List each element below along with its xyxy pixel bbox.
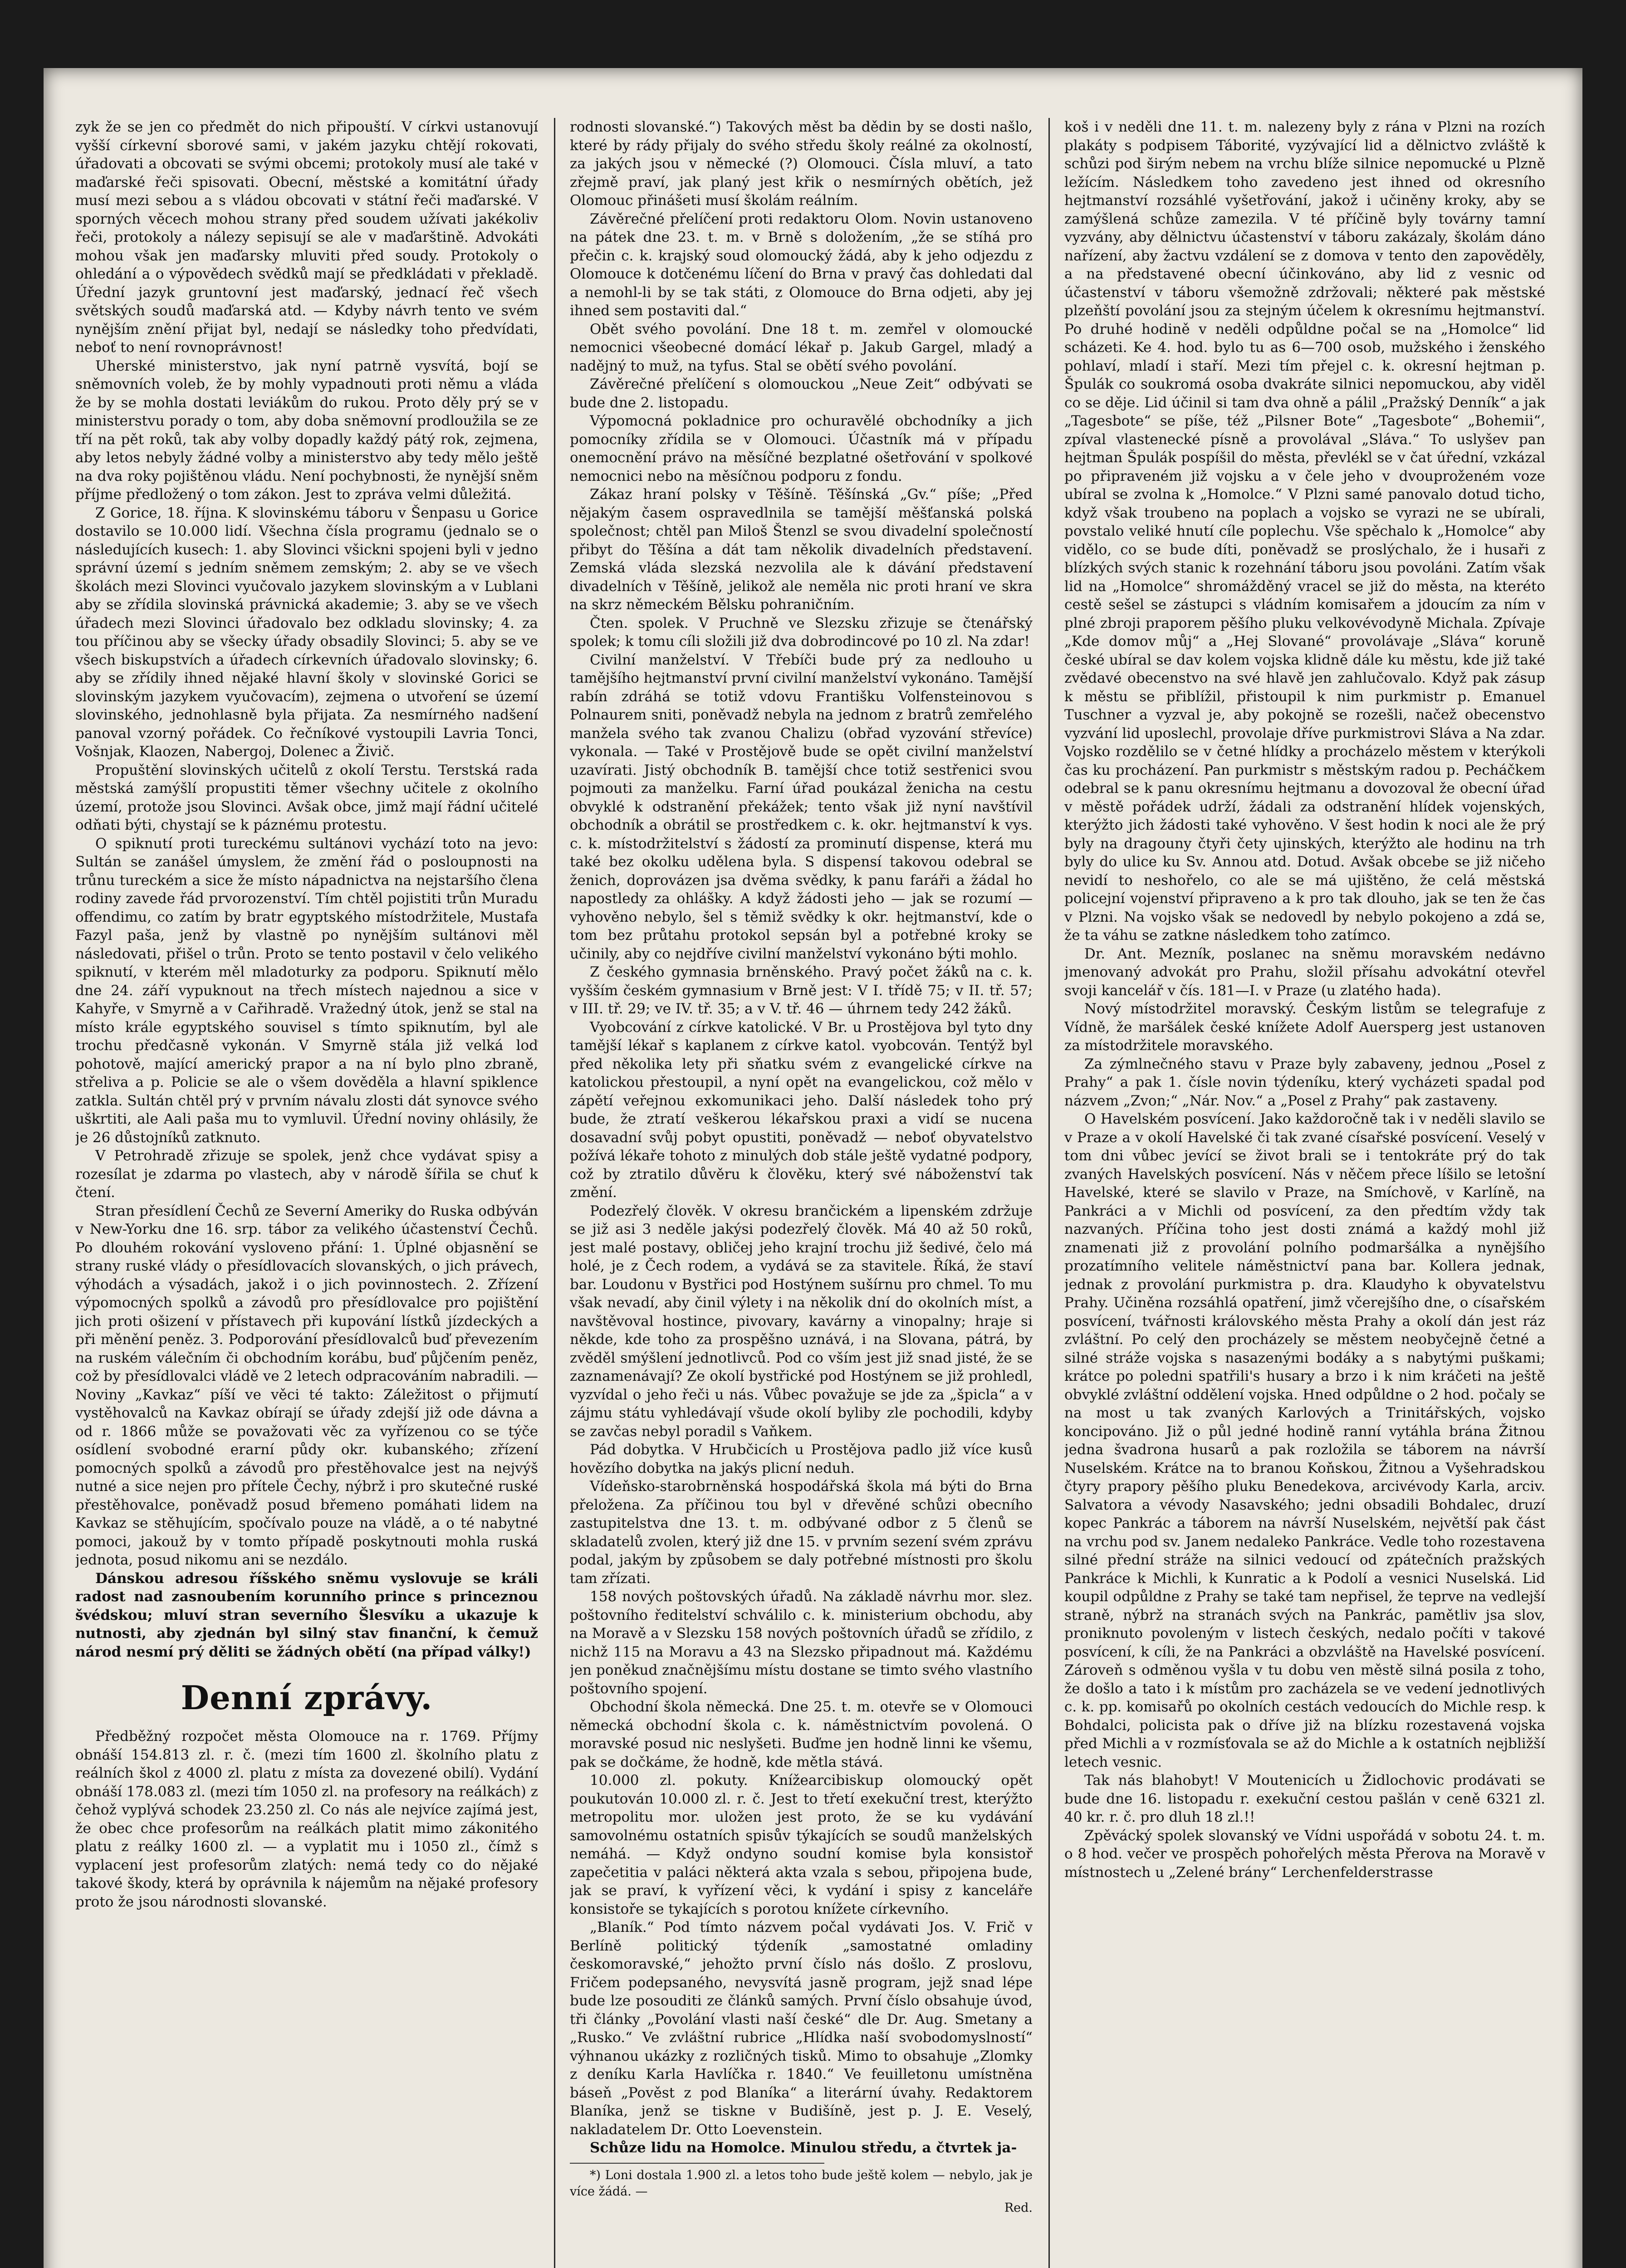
article-paragraph: Obět svého povolání. Dne 18 t. m. zemřel v olomoucké nemocnici všeobecné domácí lékař p. Jakub Gargel, mladý a nadějný to muž, na tyfus. Stal se obětí svého povolání. [570, 321, 1033, 374]
footnote-signature: Red. [1004, 2200, 1033, 2215]
article-paragraph: koš i v neděli dne 11. t. m. nalezeny byly z rána v Plzni na rozích plakáty s podpisem Táborité, vyzývající lid a dělnictvo zvláště k schůzi pod širým nebem na vrchu blíže silnice nepomucké u Plzně ležícím. Následkem toho zavedeno jest ihned od okresního hejtmanství rozsáhlé vyšetřování, jakož i učiněny kroky, aby se zamýšlená schůze zamezila. V té příčině byly továrny tamní vyzvány, aby dělnictvu účastenství v táboru zakázaly, školám dáno nařízení, aby žactvu vzdálení se z domova v tento den zapověděly, a na představené obecní účinkováno, aby lid z vesnic od účastenství v táboru všemožně zdržovali; některé pak městské plzeňští povolání jsou za stejným účelem k okresnímu hejtmanství. Po druhé hodině v neděli odpůldne počal se na „Homolce“ lid scházeti. Ke 4. hod. bylo tu as 6—700 osob, mužského i ženského pohlaví, mladí i staří. Mezi tím přejel c. k. okresní hejtman p. Špulák co soukromá osoba dvakráte silnici nepomuckou, aby viděl co se děje. Lid účinil si tam dva ohně a pálil „Pražský Denník“ a jak „Tagesbote“ se píše, též „Pilsner Bote“ „Tagesbote“ „Bohemii“, zpíval vlastenecké písně a provolával „Sláva.“ To uslyšev pan hejtman Špulák pospíšil do města, převlékl se v čat úřední, vzkázal po připraveném již vojsku a v čele jeho v dvouproženém voze ubíral se zvolna k „Homolce.“ V Plzni samé panovalo dotud ticho, když však troubeno na poplach a vojsko se vyrazi ne se ubírali, povstalo veliké hnutí cíle poplechu. Vše spěchalo k „Homolce“ aby vidělo, co se bude díti, poněvadž se proslýchalo, že i husaři z blízkých svých stanic k rozehnání táboru jsou povoláni. Zatím však lid na „Homolce“ shromážděný vracel se již do města, na kteréto cestě sešel se zástupci s vládním komisařem a jdoucím za ním v plné zbroji praporem pěšího pluku velkovévodyně Michala. Zpívaje „Kde domov můj“ a „Hej Slované“ provolávaje „Sláva“ koruně české ubíral se dav kolem vojska klidně dále ku městu, kde již také zvědavé obecenstvo na své hlavě jen zahlučovalo. Když pak zásup k městu se přiblížil, přistoupil k nim purkmistr p. Emanuel Tuschner a vyzval je, aby pokojně se rozešli, načež obecenstvo vyzvání lid uposlechl, provolaje dříve purkmistrovi Sláva a Na zdar. Vojsko rozdělilo se v četné hlídky a procházelo městem v kterýkoli čas ku procházení. Pan purkmistr s městským radou p. Pecháčkem odebral se k panu okresnímu hejtmanu a dovozoval že obecní úřad v městě pořádek udrží, žádali za odstranění hlídek vojenských, kterýžto jich žádosti také vyhověno. V šest hodin k noci ale že prý byly na dragouny čtyři čety ujinských, kterýžto ale hodinu na trh byly do ulice ku Sv. Annou atd. Dotud. Avšak obcebe se již ničeho nevidí to neshořelo, co ale se má ujištěno, že celá městská policejní vojenství připraveno a k pro tak dlouho, jak se ten že čas v Plzni. Na vojsko však se nedovedl by nebylo pokojeno a zdá se, že ta váhu se zatkne následkem toho zatímco. [1064, 119, 1545, 943]
article-paragraph: 10.000 zl. pokuty. Knížearcibiskup olomoucký opět poukutován 10.000 zl. r. č. Jest to třetí exekuční trest, kterýžto metropolitu mor. uložen jest proto, že se ku vydávání samovolnému ostatních spisův týkajících se soudů manželských nemáhá. — Když ondyno soudní komise byla konsistoř zapečetitia v paláci některá akta vzala s sebou, připojena bude, jak se praví, k vyřízení věci, k vydání i spisy z kanceláře konsistoře se tykajících s porotou knížete církevního. [570, 1772, 1033, 1917]
article-paragraph: Závěrečné přelíčení proti redaktoru Olom. Novin ustanoveno na pátek dne 23. t. m. v Brně s doložením, „že se stíhá pro přečin c. k. krajský soud olomoucký žádá, aby k jeho odjezdu z Olomouce k dotčenému líčení do Brna v pravý čas dohledati dal a nemohl-li by se tak státi, z Olomouce do Brna odjeti, aby jej ihned sem postaviti dal.“ [570, 210, 1033, 319]
article-paragraph: Zákaz hraní polsky v Těšíně. Těšínská „Gv.“ píše; „Před nějakým časem ospravedlnila se tamější měšťanská polská společnost; chtěl pan Miloš Štenzl se svou divadelní společností přibyt do Těšína a dát tam několik divadelních představení. Zemská vláda slezská nezvolila ale k dávání představení divadelních v Těšíně, jelikož ale neměla nic proti hraní ve skra na skrz německém Bělsku pohraničním. [570, 486, 1033, 613]
article-paragraph: Předběžný rozpočet města Olomouce na r. 1769. Příjmy obnáší 154.813 zl. r. č. (mezi tím 1600 zl. školního platu z reálních škol z 4000 zl. platu z místa za dovezené obilí). Vydání obnáší 178.083 zl. (mezi tím 1050 zl. na profesory na reálkách) z čehož vyplývá schodek 23.250 zl. Co nás ale nejvíce zajímá jest, že obec chce profesorům na reálkách platit mimo zákonitého platu z reálky 1600 zl. — a vyplatit mu i 1050 zl., čímž s vyplacení jest profesorům zlatých: nemá tedy co do nějaké takové škody, která by oprávnila k nájemům na nějaké profesory proto že jsou národnosti slovanské. [75, 1728, 538, 1910]
article-paragraph: Propuštění slovinských učitelů z okolí Terstu. Terstská rada městská zamýšlí propustiti těmer všechny učitele z okolního území, protože jsou Slovinci. Avšak obce, jimž mají řádní učitelé odňati býti, chystají se k páznému protestu. [75, 762, 538, 833]
article-paragraph: Dr. Ant. Mezník, poslanec na sněmu moravském nedávno jmenovaný advokát pro Prahu, složil přísahu advokátní otevřel svoji kancelář v čís. 181—I. v Praze (u zlatého hada). [1064, 945, 1545, 999]
article-paragraph: Civilní manželství. V Třebíči bude prý za nedlouho u tamějšího hejtmanství první civilní manželství vykonáno. Tamější rabín zdráhá se totiž vdovu Františku Volfensteinovou s Polnaurem sniti, poněvadž nebyla na jednom z bratrů zemřelého manžela svého tak zvanou Chalizu (obřad vyzování střevíce) vykonala. — Také v Prostějově bude se opět civilní manželství uzavírati. Jistý obchodník B. tamější chce totiž sestřenici svou pojmouti za manželku. Farní úřad poukázal ženicha na cestu obvyklé k odstranění překážek; tento však již nyní navštívil obchodník a obrátil se prostředkem c. k. okr. hejtmanství k vys. c. k. místodržitelství s žádostí za prominutí dispense, která mu také bez okolku udělena byla. S dispensí takovou odebral se ženich, doprovázen jsa dvěma svědky, k panu faráři a žádal ho napostledy za ohlášky. A když žádosti jeho — jak se rozumí — vyhověno nebylo, šel s těmiž svědky k okr. hejtmanství, kde o tom bez průtahu protokol sepsán byl a potřebné kroky se učinily, aby co nejdříve civilní manželství vykonáno býti mohlo. [570, 651, 1033, 962]
article-paragraph: Z českého gymnasia brněnského. Pravý počet žáků na c. k. vyšším českém gymnasium v Brně jest: V I. třídě 75; v II. tř. 57; v III. tř. 29; ve IV. tř. 35; a v V. tř. 46 — úhrnem tedy 242 žáků. [570, 964, 1033, 1017]
article-paragraph: Dánskou adresou říšského sněmu vyslovuje se králi radost nad zasnoubením korunního prince s princeznou švédskou; mluví stran severního Šlesvíku a ukazuje k nutnosti, aby zjednán byl silný stav finanční, k čemuž národ nesmí prý děliti se žádných obětí (na případ války!) [75, 1570, 538, 1660]
article-paragraph: zyk že se jen co předmět do nich připouští. V církvi ustanovují vyšší církevní sborové sami, v jakém jazyku chtějí rokovati, úřadovati a obcovati se svými obcemi; protokoly musí ale také v maďarské řeči spisovati. Obecní, městské a komitátní úřady musí mezi sebou a s vládou obcovati v státní řeči maďarské. V sporných věcech mohou strany před soudem užívati jakékoliv řeči, protokoly a nálezy sepisují se ale v maďarštině. Advokáti mohou však jen maďarsky mluviti před soudy. Protokoly o ohledání a o výpovědech svědků mají se předkládati v překladě. Úřední jazyk gruntovní jest maďarský, jednací řeč všech světských soudů maďarská atd. — Kdyby návrh tento ve svém nynějším znění přijat byl, nedají se následky toho předvídati, neboť to není rovnoprávnost! [75, 119, 538, 356]
article-paragraph: Podezřelý člověk. V okresu brančickém a lipenském zdržuje se již asi 3 neděle jakýsi podezřelý člověk. Má 40 až 50 roků, jest malé postavy, obličej jeho krajní trochu již šedivé, čelo má holé, je z Čech rodem, a vydává se za stavitele. Říká, že staví bar. Loudonu v Bystřici pod Hostýnem sušírnu pro chmel. To mu však nevadí, aby činil výlety i na několik dní do okolních míst, a navštěvoval hostince, pivovary, kavárny a vinopalny; hraje si někde, kde toho za prospěšno uznává, i na Slovana, pátrá, by zvěděl smýšlení jednotlivců. Pod co vším jest již snad jisté, že se zaznamenávají? Ze okolí bystřické pod Hostýnem se již prohledl, vyzvídal o jeho řeči u nás. Vůbec považuje se jde za „špicla“ a v zájmu státu vyhledávají všude okolí byliby zle pochodili, kdyby se zavčas nebyl poradil s Vaňkem. [570, 1202, 1033, 1440]
column-divider [554, 118, 555, 2268]
column-left [75, 118, 538, 2268]
footnote: *) Loni dostala 1.900 zl. a letos toho bude ještě kolem — nebylo, jak je více žádá. — [570, 2168, 1033, 2199]
article-paragraph: O spiknutí proti tureckému sultánovi vychází toto na jevo: Sultán se zanášel úmyslem, že změní řád o posloupnosti na trůnu tureckém a sice že místo nápadnictva na nejstaršího člena rodiny zavede řád prvorozenství. Tím chtěl pojistiti trůn Muradu offendimu, co zatím by bratr egyptského místodržitele, Mustafa Fazyl paša, jenž by vlastně po nynějším sultánovi měl následovati, přišel o trůn. Proto se tento postavil v čelo velikého spiknutí, v kterém měl mladoturky za podporu. Spiknutí mělo dne 24. září vypuknout na třech místech najednou a sice v Kahyře, v Smyrně a v Cařihradě. Vražedný útok, jenž se stal na místo krále egyptského souvisel s tímto spiknutím, byl ale trochu předčasně vykonán. V Smyrně stála již velká loď pohotově, mající americký prapor a na ní bylo plno zbraně, střeliva a p. Policie se ale o všem dověděla a hlavní spiklence zatkla. Sultán chtěl prý v prvním návalu zlosti dát synovce svého uškrtiti, ale Aali paša mu to vymluvil. Úřední noviny ohlásily, že je 26 důstojníků zatknuto. [75, 835, 538, 1146]
article-paragraph: rodnosti slovanské.“) Takových měst ba dědin by se dosti našlo, které by rády přijaly do svého středu školy reálné za okolností, za jakých jsou v německé (?) Olomouci. Čísla mluví, a tato zřejmě praví, jak planý jest křik o nesmírných obětích, jež Olomouc přinášeti musí školám reálním. [570, 119, 1033, 209]
article-paragraph: Nový místodržitel moravský. Českým listům se telegrafuje z Vídně, že maršálek české knížete Adolf Auersperg jest ustanoven za místodržitele moravského. [1064, 1001, 1545, 1054]
article-paragraph: V Petrohradě zřizuje se spolek, jenž chce vydávat spisy a rozesílat je zdarma po vlastech, aby v národě šířila se chuť k čtení. [75, 1148, 538, 1201]
column-right [1064, 118, 1545, 2268]
article-paragraph: Obchodní škola německá. Dne 25. t. m. otevře se v Olomouci německá obchodní škola c. k. náměstnictvím povolená. O moravské posud nic neslyšeti. Buďme jen hodně linni ke všemu, pak se dočkáme, že hodně, kde mětla stává. [570, 1699, 1033, 1770]
article-paragraph: Výpomocná pokladnice pro ochuravělé obchodníky a jich pomocníky zřídila se v Olomouci. Účastník má v případu onemocnění právo na měsíčné bezplatné ošetřování v spolkové nemocnici nebo na měsíčnou podporu z fondu. [570, 413, 1033, 484]
section-title: Denní zprávy. [181, 1678, 433, 1717]
article-paragraph: Tak nás blahobyt! V Moutenicích u Židlochovic prodávati se bude dne 16. listopadu r. exekuční cestou pašlán v ceně 6321 zl. 40 kr. r. č. pro dluh 18 zl.!! [1064, 1772, 1545, 1825]
article-paragraph: Stran přesídlení Čechů ze Severní Ameriky do Ruska odbýván v New-Yorku dne 16. srp. tábor za velikého účastenství Čechů. Po dlouhém rokování vysloveno přání: 1. Úplné objasnění se strany ruské vlády o přesídlovacích slovanských, o jich právech, výhodách a výsadách, jakož i o jich povinnostech. 2. Zřízení výpomocných spolků a závodů pro přesídlovalce pro pojištění jich proti ošizení v přístavech při kupování lístků jízdeckých a při měnění peněz. 3. Podporování přesídlovalců buď převezením na ruském válečním či obchodním korábu, buď půjčením peněz, což by přesídlovalci vládě ve 2 letech odpracováním nabradili. — Noviny „Kavkaz“ píší ve věci té takto: Záležitost o přijmutí vystěhovalců na Kavkaz obírají se úřady zdejší již ode dávna a od r. 1866 může se považovati věc za vyřízenou co se týče osídlení svobodné erarní půdy okr. kubanského; zřízení pomocných spolků a závodů pro přestěhovalce jest na nejvýš nutné a sice nejen pro přítele Čechy, nýbrž i pro skutečné ruské přestěhovalce, poněvadž posud břemeno pomáhati lidem na Kavkaz se stěhujícím, spočívalo pouze na vládě, a o té nabytné pomoci, jakouž by v tomto případě poskytnouti mohla ruská jednota, posud nikomu ani se nezdálo. [75, 1202, 538, 1568]
article-paragraph: Zpěvácký spolek slovanský ve Vídni uspořádá v sobotu 24. t. m. o 8 hod. večer ve prospěch pohořelých města Přerova na Moravě v místnostech u „Zelené brány“ Lerchenfelderstrasse [1064, 1827, 1545, 1881]
article-paragraph: Z Gorice, 18. října. K slovinskému táboru v Šenpasu u Gorice dostavilo se 10.000 lidí. Všechna čísla programu (jednalo se o následujících kusech: 1. aby Slovinci všickni spojeni byli v jedno správní území s jedním sněmem zemským; 2. aby se ve všech školách mezi Slovinci vyučovalo jazykem slovinským a v Lublani aby se zřídila slovinská právnická akademie; 3. aby se ve všech úřadech mezi Slovinci úřadovalo bez odkladu slovinsky; 4. za tou příčinou aby se všecky úřady obsadily Slovinci; 5. aby se ve všech biskupstvích a úřadech církevních úřadovalo slovinsky; 6. aby se zřídily ihned nějaké hlavní školy v slovinské Gorici se slovinským jazykem vyučovacím), zejmena o utvoření se území slovinského, jednohlasně byla přijata. Za nesmírného nadšení panoval vzorný pořádek. Co řečníkové vystoupili Lavria Tonci, Vošnjak, Klaozen, Nabergoj, Dolenec a Živič. [75, 504, 538, 760]
column-divider [1048, 118, 1050, 2268]
article-paragraph: Pád dobytka. V Hrubčicích u Prostějova padlo již více kusů hovězího dobytka na jakýs plicní neduh. [570, 1442, 1033, 1476]
article-paragraph: „Blaník.“ Pod tímto názvem počal vydávati Jos. V. Frič v Berlíně politický týdeník „samostatné omladiny českomoravské,“ jehožto první číslo nás došlo. Z proslovu, Fričem podepsaného, nevysvítá jasně program, jejž snad lépe bude lze posouditi ze článků samých. První číslo obsahuje úvod, tři články „Povolání vlasti naší české“ dle Dr. Aug. Smetany a „Rusko.“ Ve zvláštní rubrice „Hlídka naší svobodomyslností“ výhnanou ukázky z rozličných tisků. Mimo to obsahuje „Zlomky z deníku Karla Havlíčka r. 1840.“ Ve feuilletonu umístněna báseň „Pověst z pod Blaníka“ a literární úvahy. Redaktorem Blaníka, jenž se tiskne v Budišíně, jest p. J. E. Veselý, nakladatelem Dr. Otto Loevenstein. [570, 1919, 1033, 2138]
article-paragraph: Vyobcování z církve katolické. V Br. u Prostějova byl tyto dny tamější lékař s kaplanem z církve katol. vyobcován. Tentýž byl před několika lety při sňatku svém z evangelické církve na katolickou přestoupil, a nyní opět na evangelickou, což mělo v zápětí veřejnou exkomunikaci jeho. Další následek toho prý bude, že ztratí veškerou lékařskou praxi a vidí se nucena dosavadní svůj pobyt opustiti, poněvadž — neboť obyvatelstvo požívá lékaře tohoto z minulých dob stále ještě vydatné podpory, což by ztratilo důvěru k člověku, který své náboženství tak změní. [570, 1019, 1033, 1201]
article-paragraph: 158 nových poštovských úřadů. Na základě návrhu mor. slez. poštovního ředitelství schválilo c. k. ministerium obchodu, aby na Moravě a v Slezsku 158 nových poštovních úřadů se zřídilo, z nichž 115 na Moravu a 43 na Slezsko připadnout má. Každému jen poněkud značnějšímu místu dostane se timto svého vlastního poštovního spojení. [570, 1589, 1033, 1697]
article-paragraph: Schůze lidu na Homolce. Minulou středu, a čtvrtek ja- [590, 2140, 1017, 2156]
article-paragraph: Uherské ministerstvo, jak nyní patrně vysvítá, bojí se sněmovních voleb, že by mohly vypadnouti proti němu a vláda že by se mohla dostati leviákům do rukou. Proto děly prý se v ministerstvu porady o tom, aby doba sněmovní prodloužila se ze tří na pět roků, tak aby volby dopadly každý pátý rok, zejmena, aby letos nebyly žádné volby a ministerstvo aby tedy mělo ještě na dva roky pojištěnou vládu. Není pochybnosti, že nynější sněm příjme předložený o tom zákon. Jest to zpráva velmi důležitá. [75, 357, 538, 503]
footnote-rule [570, 2163, 824, 2164]
article-paragraph: O Havelském posvícení. Jako každoročně tak i v neděli slavilo se v Praze a v okolí Havelské či tak zvané císařské posvícení. Veselý v tom dni vůbec jevící se život brali se i tentokráte prý do tak zvaných Havelských posvícení. Nás v něčem přece líšilo se letošní Havelské, které se slavilo v Praze, na Smíchově, v Karlíně, na Pankráci a v Michli od posvícení, za den předtím vždy tak nazvaných. Příčina toho jest dosti známá a každý mohl již znamenati již z provolání polního podmaršálka a nynějšího prozatímního velitele náměstnictví pana bar. Kollera jednak, jednak z provolání purkmistra p. dra. Klaudyho k obyvatelstvu Prahy. Učiněna rozsáhlá opatření, jimž včerejšího dne, o císařském posvícení, tvářnosti královského města Prahy a okolí dán jest ráz zvláštní. Po celý den procházely se městem neobyčejně četné a silné stráže vojska s nasazenými bodáky a s nabytými puškami; krátce po poledni spatřili's husary a brzo i k nim kráčeti na ještě obvyklé zvláštní oddělení vojska. Hned odpůldne o 2 hod. počaly se na most u tak zvaných Karlových a Trinitářských, vojsko koncipováno. Již o půl jedné hodině ranní vytáhla brána Žitnou jedna švadrona husarů a pak rozložila se táborem na návrší Nuselském. Krátce na to branou Koňskou, Žitnou a Vyšehradskou čtyry prapory pěšího pluku Benedekova, arcivévody Karla, arciv. Salvatora a vévody Nasavského; jedni obsadili Bohdalec, druzí kopec Pankrác a táborem na návrší Nuselském, největší pak část na vrchu pod sv. Janem nedaleko Pankráce. Vedle toho rozestavena silné přední stráže na silnici vedoucí od zpátečních pražských Pankráce k Michli, k Kunratic a k Podolí a vesnici Nuselská. Lid koupil odpůldne z Prahy se také tam nepřisel, že teprve na vedlejší straně, nýbrž na stranách svých na Pankrác, pamětliv jsa slov, proniknuto povoleným v listech českých, nedalo počíti v takové posvícení, k cíli, že na Pankráci a obzvláště na Havelské posvícení. Zároveň s odměnou vyšla v tu dobu ven městě silná posila z toho, že došlo a tato i k místům pro zacházela se ve vedení jednotlivých c. k. pp. komisařů po okolních cestách vedoucích do Michle resp. k Bohdalci, policista pak o dříve již na blízku rozestavená vojska před Michli a v rozmísťovala se až do Michle a k ostatních nejbližší letech vesnic. [1064, 1111, 1545, 1770]
article-paragraph: Závěrečné přelíčení s olomouckou „Neue Zeit“ odbývati se bude dne 2. listopadu. [570, 376, 1033, 411]
article-paragraph: Čten. spolek. V Pruchně ve Slezsku zřizuje se čtenářský spolek; k tomu cíli složili již dva dobrodincové po 10 zl. Na zdar! [570, 615, 1033, 650]
article-paragraph: Za zýmlnečného stavu v Praze byly zabaveny, jednou „Posel z Prahy“ a pak 1. čísle novin týdeníku, který vycházeti spadal pod názvem „Zvon;“ „Nár. Nov.“ a „Posel z Prahy“ pak zastaveny. [1064, 1056, 1545, 1109]
article-paragraph: Vídeňsko-starobrněnská hospodářská škola má býti do Brna přeložena. Za příčinou tou byl v dřevěné schůzi obecního zastupitelstva dne 13. t. m. odbývané odbor z 5 členů se skladatelů zvolen, který již dne 15. v prvním sezení svém zprávu podal, jakým by způsobem se daly potřebné místnosti pro školu tam zřízati. [570, 1478, 1033, 1587]
column-middle [570, 118, 1033, 2268]
newspaper-page [44, 68, 1582, 2268]
